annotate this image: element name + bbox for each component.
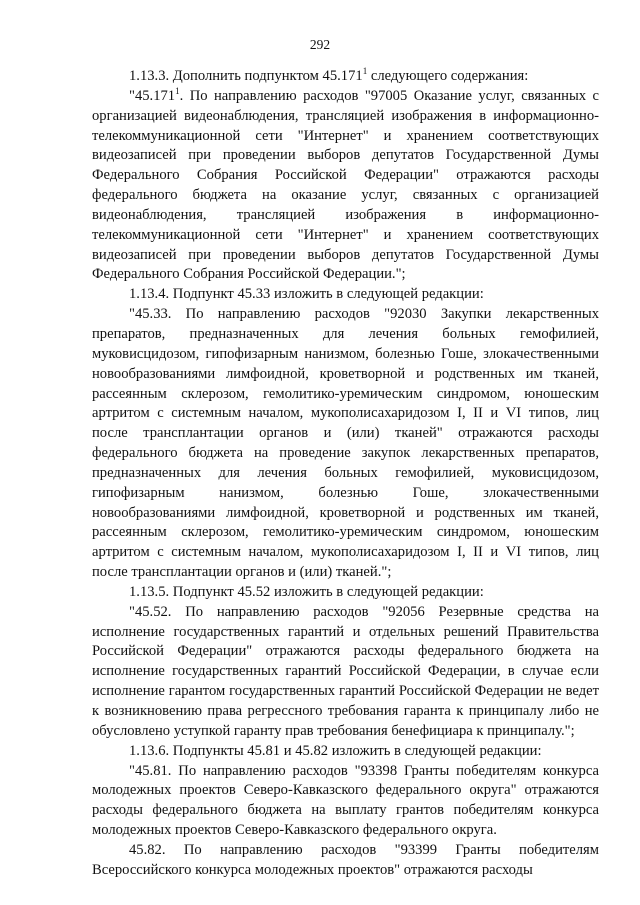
paragraph-1-13-5: 1.13.5. Подпункт 45.52 изложить в следующей редакции: — [129, 583, 484, 600]
document-body — [92, 67, 599, 881]
paragraph-1-13-3: 1.13.3. Дополнить подпунктом 45.171$^1$ следующего содержания: — [129, 66, 529, 84]
paragraph-1-13-4: 1.13.4. Подпункт 45.33 изложить в следующей редакции: — [129, 286, 484, 303]
paragraph-45-33: "45.33. По направлению расходов "92030 Закупки лекарственных препаратов, предназначенных для лечения больных гемофилией, муковисцидозом, гипофизарным нанизмом, болезнью Гоше, злокачественными новообразованиями лимфоидной, кроветворной и родственных им тканей, рассеянным склерозом, гемолитико-уремическим синдромом, юношеским артритом с системным началом, мукополисахаридозом I, II и VI типов, лиц после трансплантации органов и (или) тканей" отражаются расходы федерального бюджета на проведение закупок лекарственных препаратов, предназначенных для лечения больных гемофилией, муковисцидозом, гипофизарным нанизмом, болезнью Гоше, злокачественными новообразованиями лимфоидной, кроветворной и родственных им тканей, рассеянным склерозом, гемолитико-уремическим синдромом, юношеским артритом с системным началом, мукополисахаридозом I, II и VI типов, лиц после трансплантации органов и (или) тканей."; — [92, 306, 599, 581]
paragraph-45-81: "45.81. По направлению расходов "93398 Гранты победителям конкурса молодежных проектов Северо-Кавказского федерального округа" отражаются расходы федерального бюджета на выплату грантов победителям конкурса молодежных проектов Северо-Кавказского федерального округа. — [92, 762, 599, 839]
paragraph-45-52: "45.52. По направлению расходов "92056 Резервные средства на исполнение государственных гарантий и отдельных решений Правительства Российской Федерации" отражаются расходы федерального бюджета на исполнение государственных гарантий Российской Федерации, в случае если исполнение гарантом государственных гарантий Российской Федерации не ведет к возникновению права регрессного требования гаранта к принципалу либо не обусловлено уступкой гаранту прав требования бенефициара к принципалу."; — [92, 603, 599, 739]
paragraph-45-82: 45.82. По направлению расходов "93399 Гранты победителям Всероссийского конкурса молодежных проектов" отражаются расходы — [92, 841, 599, 878]
paragraph-45-171-1: "45.171$^1$. По направлению расходов "97005 Оказание услуг, связанных с организацией видеонаблюдения, трансляцией изображения в информационно-телекоммуникационной сети "Интернет" и хранением соответствующих видеозаписей при проведении выборов депутатов Государственной Думы Федерального Собрания Российской Федерации" отражаются расходы федерального бюджета на оказание услуг, связанных с организацией видеонаблюдения, трансляцией изображения в информационно-телекоммуникационной сети "Интернет" и хранением соответствующих видеозаписей при проведении выборов депутатов Государственной Думы Федерального Собрания Российской Федерации."; — [92, 85, 599, 283]
page-number: 292 — [309, 37, 331, 52]
paragraph-1-13-6: 1.13.6. Подпункты 45.81 и 45.82 изложить в следующей редакции: — [129, 742, 542, 759]
